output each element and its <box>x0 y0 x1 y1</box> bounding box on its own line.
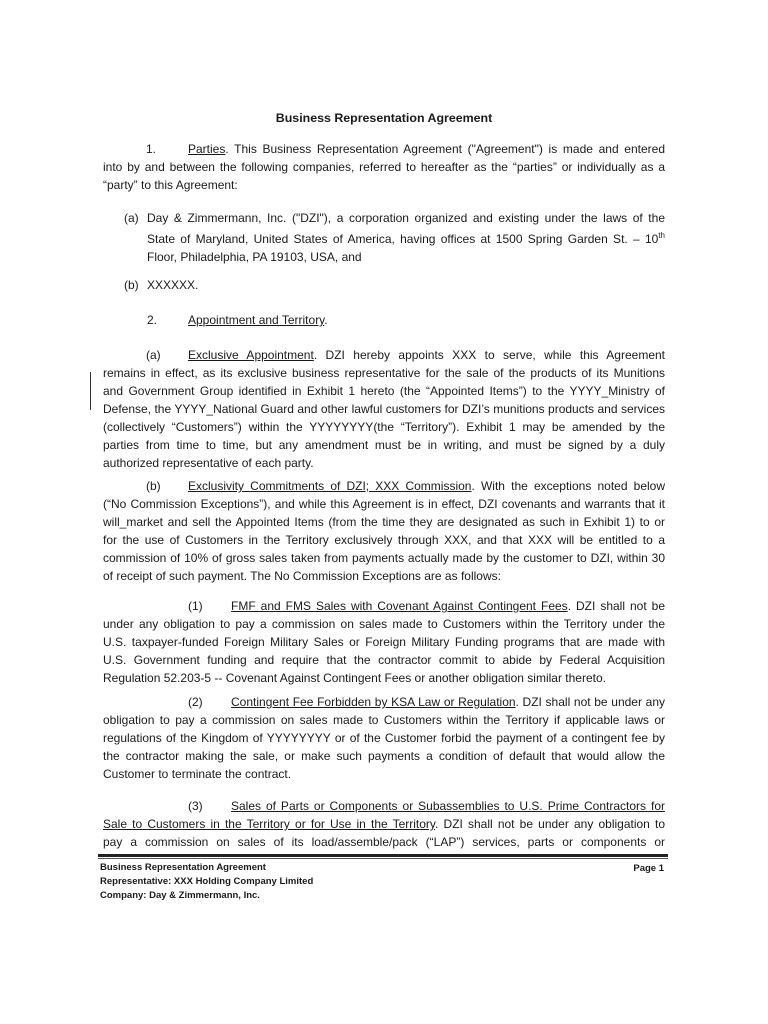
paragraph-line: (“No Commission Exceptions”), and while this Agreement is in effect, DZI covenants and warrants that it <box>103 497 665 511</box>
paragraph-text: . DZI hereby appoints XXX to serve, while this Agreement <box>313 348 665 362</box>
clause-marker: (2) <box>188 695 203 709</box>
paragraph-line: into by and between the following companies, referred to hereafter as the “parties” or individually as a <box>103 160 665 174</box>
clause-heading: Sales of Parts or Components or Subassemblies to U.S. Prime Contractors for <box>231 799 665 813</box>
paragraph-line: commission of 10% of gross sales taken from payments actually made by the customer to DZI, within 30 <box>103 551 665 565</box>
section-1-parties <box>103 140 665 194</box>
page-number: Page 1 <box>633 863 664 874</box>
paragraph-line: for the use of Customers in the Territory exclusively through XXX, and that XXX will be entitled to a <box>103 533 665 547</box>
paragraph-line: remains in effect, as its exclusive business representative for the sale of the products of its Munitions <box>103 366 665 380</box>
section-number: 1. <box>146 142 157 156</box>
clause-marker: (b) <box>124 278 139 292</box>
section-2-heading <box>188 311 328 329</box>
clause-heading: FMF and FMS Sales with Covenant Against Contingent Fees <box>231 599 568 613</box>
clause-1a <box>147 209 665 266</box>
paragraph-line: obligation to pay a commission on sales made to Customers within the Territory if applicable laws or <box>103 713 665 727</box>
paragraph-line: of receipt of such payment. The No Commission Exceptions are as follows: <box>103 569 501 583</box>
paragraph-text: . DZI shall not be under any obligation to <box>435 817 666 831</box>
exception-1 <box>103 597 665 687</box>
paragraph-line: “party” to this Agreement: <box>103 178 238 192</box>
paragraph-text: . DZI shall not be under any <box>515 695 665 709</box>
paragraph-line: and Government Group identified in Exhibit 1 hereto (the “Appointed Items”) to the YYYY_Ministry of <box>103 384 665 398</box>
revision-margin-bar <box>90 372 91 410</box>
paragraph-line: the contractor making the sale, or make such payments a condition of default that would allow the <box>103 749 665 763</box>
section-number: 2. <box>147 313 158 327</box>
paragraph-line: Regulation 52.203-5 -- Covenant Against Contingent Fees or another obligation similar thereto. <box>103 671 606 685</box>
clause-marker: (1) <box>188 599 203 613</box>
paragraph-line: Floor, Philadelphia, PA 19103, USA, and <box>147 250 362 264</box>
clause-marker: (b) <box>146 479 161 493</box>
footer-rule-thin <box>98 858 668 859</box>
exception-2 <box>103 693 665 783</box>
paragraph-line: U.S. taxpayer-funded Foreign Military Sales or Foreign Military Funding programs that are made with <box>103 635 665 649</box>
footer-line: Representative: XXX Holding Company Limited <box>100 876 314 887</box>
paragraph-text: . DZI shall not be <box>567 599 665 613</box>
clause-heading: Contingent Fee Forbidden by KSA Law or Regulation <box>231 695 516 709</box>
superscript: th <box>658 231 665 240</box>
footer-line: Business Representation Agreement <box>100 862 266 873</box>
section-heading: Parties <box>188 142 226 156</box>
paragraph-line: authorized representative of each party. <box>103 456 314 470</box>
clause-heading: Sale to Customers in the Territory or for Use in the Territory <box>103 817 436 831</box>
clause-1b-text: XXXXXX. <box>147 278 199 292</box>
paragraph-text: State of Maryland, United States of America, having offices at 1500 Spring Garden St. – 10 <box>147 232 659 246</box>
clause-marker: (3) <box>188 799 203 813</box>
paragraph-line: under any obligation to pay a commission on sales made to Customers within the Territory under the <box>103 617 665 631</box>
paragraph-line: (collectively “Customers”) within the YYYYYYYY(the “Territory”). Exhibit 1 may be amended by the <box>103 420 665 434</box>
clause-marker: (a) <box>146 348 161 362</box>
paragraph-line: Defense, the YYYY_National Guard and other lawful customers for DZI’s munitions products and services <box>103 402 665 416</box>
section-heading: Appointment and Territory <box>188 313 325 327</box>
clause-heading: Exclusive Appointment <box>188 348 314 362</box>
paragraph-line: regulations of the Kingdom of YYYYYYYY or of the Customer forbid the payment of a contingent fee by <box>103 731 665 745</box>
document-title: Business Representation Agreement <box>275 111 493 125</box>
footer-block <box>100 861 313 903</box>
clause-2a <box>103 346 665 472</box>
clause-heading: Exclusivity Commitments of DZI; XXX Commission <box>188 479 472 493</box>
heading-period: . <box>324 313 328 327</box>
footer-rule <box>98 854 668 857</box>
paragraph-line: will_market and sell the Appointed Items (from the time they are designated as such in Exhibit 1) to or <box>103 515 665 529</box>
paragraph-line: Day & Zimmermann, Inc. ("DZI"), a corporation organized and existing under the laws of the <box>147 211 665 225</box>
paragraph-line: parties from time to time, but any amendment must be in writing, and must be signed by a duly <box>103 438 665 452</box>
footer-line: Company: Day & Zimmermann, Inc. <box>100 890 260 901</box>
paragraph-line: U.S. Government funding and require that the contractor commit to abide by Federal Acquisition <box>103 653 665 667</box>
paragraph-text: . This Business Representation Agreement ("Agreement") is made and entered <box>225 142 665 156</box>
clause-2b <box>103 477 665 585</box>
paragraph-text: . With the exceptions noted below <box>471 479 666 493</box>
clause-marker: (a) <box>124 211 139 225</box>
paragraph-line: pay a commission on sales of its load/assemble/pack (“LAP”) services, parts or components or <box>103 835 665 849</box>
exception-3 <box>103 797 665 851</box>
paragraph-line: Customer to terminate the contract. <box>103 767 292 781</box>
